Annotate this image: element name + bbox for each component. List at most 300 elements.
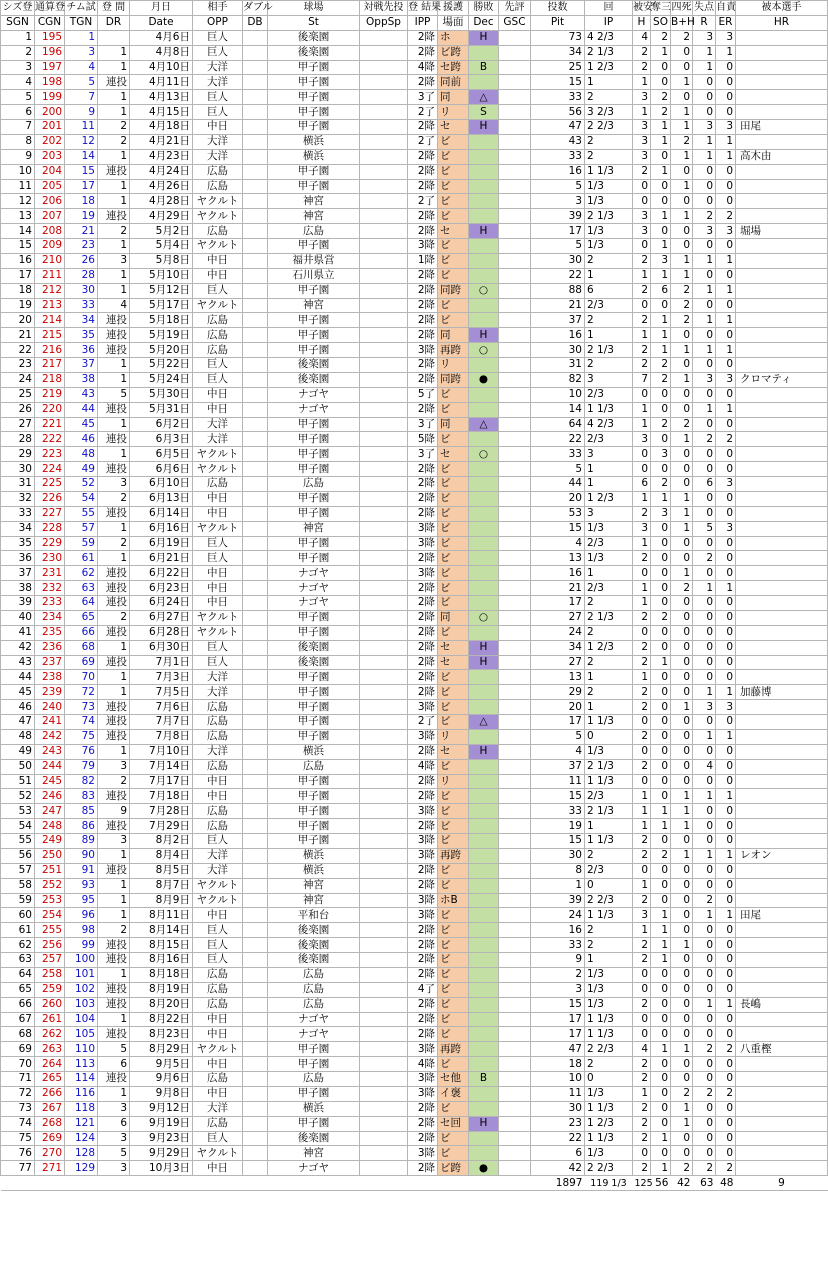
cell-ipp: 3降 <box>408 729 438 744</box>
cell-sgn: 44 <box>1 670 35 685</box>
cell-ipp: 3了 <box>408 417 438 432</box>
cell-opp-sp <box>360 447 408 462</box>
table-row <box>1 358 828 373</box>
cell-ipp: 2降 <box>408 462 438 477</box>
cell-walks: 0 <box>671 1012 693 1027</box>
cell-stadium: 甲子園 <box>268 283 360 298</box>
cell-situation: ビ <box>438 789 469 804</box>
cell-walks: 0 <box>671 685 693 700</box>
cell-pitches: 29 <box>531 685 585 700</box>
cell-walks: 0 <box>671 670 693 685</box>
cell-ipp: 3了 <box>408 447 438 462</box>
cell-sgn: 75 <box>1 1131 35 1146</box>
table-row <box>1 685 828 700</box>
cell-situation: ビ <box>438 1146 469 1161</box>
cell-stadium: 横浜 <box>268 744 360 759</box>
header-en-runs: R <box>693 15 716 30</box>
cell-opp-sp <box>360 224 408 239</box>
cell-opp-sp <box>360 893 408 908</box>
cell-sgn: 19 <box>1 298 35 313</box>
cell-decision <box>469 625 499 640</box>
cell-dr: 連投 <box>98 75 130 90</box>
cell-tgn: 34 <box>65 313 98 328</box>
cell-opp: 広島 <box>193 982 243 997</box>
cell-hits: 2 <box>633 953 651 968</box>
cell-strikeouts: 1 <box>651 1042 671 1057</box>
cell-opp: 巨人 <box>193 30 243 45</box>
cell-date: 8月16日 <box>130 953 193 968</box>
cell-cgn: 216 <box>35 343 65 358</box>
cell-opp: 巨人 <box>193 45 243 60</box>
cell-stadium: 後楽園 <box>268 923 360 938</box>
cell-cgn: 247 <box>35 804 65 819</box>
cell-opp: 中日 <box>193 566 243 581</box>
total-stadium <box>268 1176 360 1191</box>
cell-tgn: 45 <box>65 417 98 432</box>
cell-opp: 大洋 <box>193 75 243 90</box>
cell-cgn: 235 <box>35 625 65 640</box>
table-row <box>1 298 828 313</box>
cell-situation: 同跨 <box>438 283 469 298</box>
cell-earned-runs: 0 <box>716 491 736 506</box>
cell-strikeouts: 0 <box>651 566 671 581</box>
cell-decision <box>469 953 499 968</box>
cell-stadium: 広島 <box>268 997 360 1012</box>
cell-dr: 連投 <box>98 938 130 953</box>
cell-stadium: 甲子園 <box>268 105 360 120</box>
cell-situation: セ回 <box>438 1116 469 1131</box>
cell-pitches: 37 <box>531 759 585 774</box>
cell-earned-runs: 2 <box>716 209 736 224</box>
cell-ipp: 2了 <box>408 105 438 120</box>
cell-opp-sp <box>360 729 408 744</box>
cell-db <box>243 432 268 447</box>
cell-decision <box>469 893 499 908</box>
cell-opp: ヤクルト <box>193 878 243 893</box>
cell-hits: 3 <box>633 224 651 239</box>
cell-opp-sp <box>360 789 408 804</box>
cell-tgn: 121 <box>65 1116 98 1131</box>
cell-pitches: 1 <box>531 878 585 893</box>
cell-opp-sp <box>360 402 408 417</box>
cell-tgn: 19 <box>65 209 98 224</box>
cell-cgn: 260 <box>35 997 65 1012</box>
cell-cgn: 265 <box>35 1072 65 1087</box>
cell-dr: 連投 <box>98 715 130 730</box>
cell-decision <box>469 387 499 402</box>
cell-dr: 1 <box>98 1012 130 1027</box>
cell-pitches: 6 <box>531 1146 585 1161</box>
cell-earned-runs: 0 <box>716 1101 736 1116</box>
cell-sgn: 6 <box>1 105 35 120</box>
cell-cgn: 241 <box>35 715 65 730</box>
cell-sgn: 8 <box>1 134 35 149</box>
cell-sgn: 50 <box>1 759 35 774</box>
cell-earned-runs: 0 <box>716 417 736 432</box>
cell-earned-runs: 0 <box>716 387 736 402</box>
table-row <box>1 283 828 298</box>
cell-opp-sp <box>360 298 408 313</box>
cell-opp: 中日 <box>193 387 243 402</box>
cell-sgn: 42 <box>1 640 35 655</box>
cell-hits: 1 <box>633 491 651 506</box>
cell-runs: 1 <box>693 313 716 328</box>
cell-sgn: 69 <box>1 1042 35 1057</box>
cell-situation: セ <box>438 640 469 655</box>
cell-innings: 1 <box>585 670 633 685</box>
table-row <box>1 387 828 402</box>
cell-strikeouts: 0 <box>651 581 671 596</box>
header-row-english <box>1 15 828 30</box>
cell-opp-sp <box>360 120 408 135</box>
cell-opp-sp <box>360 521 408 536</box>
cell-opp-sp <box>360 134 408 149</box>
header-en-decision: Dec <box>469 15 499 30</box>
cell-hits: 3 <box>633 209 651 224</box>
cell-opp-sp <box>360 1042 408 1057</box>
cell-date: 8月18日 <box>130 967 193 982</box>
cell-hr-batter <box>736 90 828 105</box>
cell-date: 5月4日 <box>130 239 193 254</box>
cell-ipp: 2降 <box>408 75 438 90</box>
table-row <box>1 819 828 834</box>
cell-opp: 大洋 <box>193 417 243 432</box>
cell-stadium: 広島 <box>268 759 360 774</box>
cell-decision: ● <box>469 1161 499 1176</box>
cell-dr: 2 <box>98 774 130 789</box>
cell-cgn: 195 <box>35 30 65 45</box>
cell-date: 5月2日 <box>130 224 193 239</box>
cell-date: 4月18日 <box>130 120 193 135</box>
cell-situation: ビ <box>438 685 469 700</box>
cell-db <box>243 625 268 640</box>
cell-situation: セ <box>438 224 469 239</box>
cell-hr-batter <box>736 551 828 566</box>
cell-hr-batter <box>736 804 828 819</box>
cell-tgn: 11 <box>65 120 98 135</box>
header-en-stadium: St <box>268 15 360 30</box>
cell-opp: 中日 <box>193 1161 243 1176</box>
cell-pitches: 10 <box>531 387 585 402</box>
cell-ipp: 3降 <box>408 834 438 849</box>
cell-runs: 0 <box>693 1131 716 1146</box>
cell-hr-batter <box>736 1116 828 1131</box>
cell-opp-sp <box>360 1057 408 1072</box>
cell-decision <box>469 596 499 611</box>
cell-situation: リ <box>438 358 469 373</box>
cell-date: 9月5日 <box>130 1057 193 1072</box>
cell-cgn: 197 <box>35 60 65 75</box>
cell-strikeouts: 0 <box>651 744 671 759</box>
cell-gsc <box>499 1012 531 1027</box>
cell-tgn: 4 <box>65 60 98 75</box>
cell-decision <box>469 477 499 492</box>
cell-strikeouts: 3 <box>651 253 671 268</box>
cell-decision: H <box>469 328 499 343</box>
cell-innings: 2/3 <box>585 789 633 804</box>
cell-situation: ビ <box>438 239 469 254</box>
cell-opp: 広島 <box>193 700 243 715</box>
cell-tgn: 74 <box>65 715 98 730</box>
cell-opp: 巨人 <box>193 283 243 298</box>
cell-runs: 1 <box>693 908 716 923</box>
cell-opp: 大洋 <box>193 1101 243 1116</box>
cell-hr-batter <box>736 700 828 715</box>
cell-sgn: 12 <box>1 194 35 209</box>
cell-stadium: 横浜 <box>268 1101 360 1116</box>
cell-gsc <box>499 982 531 997</box>
cell-sgn: 53 <box>1 804 35 819</box>
cell-hr-batter <box>736 744 828 759</box>
cell-sgn: 36 <box>1 551 35 566</box>
header-en-hits: H <box>633 15 651 30</box>
cell-gsc <box>499 298 531 313</box>
cell-walks: 0 <box>671 224 693 239</box>
cell-gsc <box>499 239 531 254</box>
cell-stadium: 甲子園 <box>268 90 360 105</box>
cell-sgn: 66 <box>1 997 35 1012</box>
cell-innings: 2 <box>585 134 633 149</box>
cell-situation: ビ <box>438 402 469 417</box>
cell-runs: 1 <box>693 685 716 700</box>
cell-earned-runs: 1 <box>716 997 736 1012</box>
cell-ipp: 2降 <box>408 402 438 417</box>
cell-ipp: 4降 <box>408 60 438 75</box>
cell-gsc <box>499 834 531 849</box>
cell-pitches: 2 <box>531 967 585 982</box>
cell-date: 6月6日 <box>130 462 193 477</box>
cell-decision <box>469 566 499 581</box>
table-row <box>1 75 828 90</box>
cell-walks: 1 <box>671 179 693 194</box>
cell-opp: ヤクルト <box>193 462 243 477</box>
cell-walks: 1 <box>671 75 693 90</box>
cell-earned-runs: 0 <box>716 1012 736 1027</box>
cell-cgn: 255 <box>35 923 65 938</box>
cell-runs: 0 <box>693 164 716 179</box>
cell-strikeouts: 0 <box>651 893 671 908</box>
cell-stadium: 神宮 <box>268 521 360 536</box>
cell-opp-sp <box>360 655 408 670</box>
cell-strikeouts: 0 <box>651 596 671 611</box>
cell-db <box>243 655 268 670</box>
cell-runs: 0 <box>693 625 716 640</box>
table-row <box>1 1072 828 1087</box>
cell-situation: ビ <box>438 462 469 477</box>
cell-situation: ビ <box>438 878 469 893</box>
cell-gsc <box>499 938 531 953</box>
cell-hr-batter <box>736 417 828 432</box>
cell-db <box>243 224 268 239</box>
cell-gsc <box>499 878 531 893</box>
cell-innings: 1/3 <box>585 1146 633 1161</box>
cell-db <box>243 908 268 923</box>
cell-hits: 0 <box>633 462 651 477</box>
cell-strikeouts: 2 <box>651 848 671 863</box>
cell-walks: 1 <box>671 105 693 120</box>
cell-opp-sp <box>360 149 408 164</box>
cell-strikeouts: 1 <box>651 1131 671 1146</box>
cell-db <box>243 120 268 135</box>
cell-earned-runs: 0 <box>716 893 736 908</box>
cell-pitches: 3 <box>531 194 585 209</box>
cell-db <box>243 1042 268 1057</box>
cell-decision <box>469 253 499 268</box>
cell-situation: ビ <box>438 268 469 283</box>
cell-dr: 連投 <box>98 343 130 358</box>
header-jp-cgn: 通算登 <box>35 2 65 14</box>
cell-tgn: 7 <box>65 90 98 105</box>
cell-dr: 2 <box>98 224 130 239</box>
cell-dr: 1 <box>98 90 130 105</box>
cell-ipp: 5了 <box>408 387 438 402</box>
cell-situation: ビ <box>438 491 469 506</box>
cell-opp: ヤクルト <box>193 893 243 908</box>
cell-pitches: 5 <box>531 462 585 477</box>
cell-opp-sp <box>360 105 408 120</box>
cell-tgn: 102 <box>65 982 98 997</box>
cell-strikeouts: 1 <box>651 209 671 224</box>
header-jp-stadium: 球場 <box>268 1 360 16</box>
cell-gsc <box>499 566 531 581</box>
cell-tgn: 98 <box>65 923 98 938</box>
cell-situation: ビ <box>438 938 469 953</box>
cell-walks: 1 <box>671 1042 693 1057</box>
cell-dr: 1 <box>98 149 130 164</box>
cell-ipp: 2降 <box>408 358 438 373</box>
cell-hr-batter <box>736 432 828 447</box>
cell-ipp: 2降 <box>408 923 438 938</box>
cell-cgn: 202 <box>35 134 65 149</box>
cell-innings: 1 <box>585 819 633 834</box>
cell-db <box>243 402 268 417</box>
cell-stadium: 甲子園 <box>268 506 360 521</box>
cell-earned-runs: 3 <box>716 521 736 536</box>
cell-pitches: 43 <box>531 134 585 149</box>
cell-pitches: 88 <box>531 283 585 298</box>
cell-hr-batter <box>736 1146 828 1161</box>
cell-db <box>243 343 268 358</box>
cell-db <box>243 789 268 804</box>
cell-decision <box>469 863 499 878</box>
cell-gsc <box>499 462 531 477</box>
cell-strikeouts: 0 <box>651 789 671 804</box>
table-row <box>1 834 828 849</box>
cell-date: 5月20日 <box>130 343 193 358</box>
cell-decision <box>469 313 499 328</box>
cell-ipp: 2降 <box>408 685 438 700</box>
cell-cgn: 214 <box>35 313 65 328</box>
table-row <box>1 134 828 149</box>
cell-earned-runs: 0 <box>716 1116 736 1131</box>
cell-stadium: 甲子園 <box>268 313 360 328</box>
cell-walks: 0 <box>671 729 693 744</box>
cell-hr-batter: 田尾 <box>736 120 828 135</box>
cell-runs: 0 <box>693 1027 716 1042</box>
cell-db <box>243 105 268 120</box>
cell-opp: 中日 <box>193 268 243 283</box>
cell-walks: 2 <box>671 1161 693 1176</box>
cell-stadium: 横浜 <box>268 134 360 149</box>
cell-decision: △ <box>469 90 499 105</box>
cell-tgn: 17 <box>65 179 98 194</box>
cell-walks: 0 <box>671 328 693 343</box>
cell-situation: イ褒 <box>438 1086 469 1101</box>
cell-sgn: 5 <box>1 90 35 105</box>
cell-strikeouts: 0 <box>651 551 671 566</box>
cell-dr: 1 <box>98 372 130 387</box>
cell-date: 6月14日 <box>130 506 193 521</box>
cell-strikeouts: 0 <box>651 774 671 789</box>
cell-runs: 1 <box>693 848 716 863</box>
cell-sgn: 25 <box>1 387 35 402</box>
cell-innings: 1 <box>585 477 633 492</box>
cell-cgn: 236 <box>35 640 65 655</box>
cell-innings: 2 <box>585 313 633 328</box>
cell-db <box>243 1101 268 1116</box>
cell-earned-runs: 3 <box>716 120 736 135</box>
cell-hits: 2 <box>633 610 651 625</box>
cell-db <box>243 447 268 462</box>
cell-stadium: 甲子園 <box>268 417 360 432</box>
cell-earned-runs: 0 <box>716 164 736 179</box>
cell-db <box>243 729 268 744</box>
cell-sgn: 61 <box>1 923 35 938</box>
cell-ipp: 3了 <box>408 90 438 105</box>
cell-db <box>243 1057 268 1072</box>
cell-opp-sp <box>360 863 408 878</box>
cell-innings: 1/3 <box>585 982 633 997</box>
cell-pitches: 25 <box>531 60 585 75</box>
cell-hits: 1 <box>633 402 651 417</box>
cell-stadium: 神宮 <box>268 893 360 908</box>
cell-stadium: 後楽園 <box>268 372 360 387</box>
cell-decision <box>469 358 499 373</box>
cell-cgn: 266 <box>35 1086 65 1101</box>
cell-innings: 2 1/3 <box>585 804 633 819</box>
cell-date: 5月8日 <box>130 253 193 268</box>
cell-strikeouts: 0 <box>651 194 671 209</box>
cell-runs: 0 <box>693 194 716 209</box>
cell-situation: ホ <box>438 30 469 45</box>
cell-opp-sp <box>360 1116 408 1131</box>
cell-ipp: 2降 <box>408 268 438 283</box>
table-row <box>1 774 828 789</box>
cell-strikeouts: 3 <box>651 506 671 521</box>
cell-opp-sp <box>360 610 408 625</box>
cell-ipp: 2降 <box>408 1161 438 1176</box>
cell-db <box>243 610 268 625</box>
cell-walks: 0 <box>671 551 693 566</box>
cell-runs: 0 <box>693 387 716 402</box>
cell-opp-sp <box>360 194 408 209</box>
cell-innings: 2 <box>585 938 633 953</box>
cell-hits: 0 <box>633 566 651 581</box>
cell-opp: 巨人 <box>193 655 243 670</box>
cell-tgn: 52 <box>65 477 98 492</box>
cell-hr-batter <box>736 893 828 908</box>
cell-decision <box>469 685 499 700</box>
cell-hits: 1 <box>633 804 651 819</box>
cell-date: 7月1日 <box>130 655 193 670</box>
cell-stadium: 後楽園 <box>268 655 360 670</box>
cell-db <box>243 209 268 224</box>
cell-gsc <box>499 789 531 804</box>
cell-strikeouts: 0 <box>651 1146 671 1161</box>
cell-db <box>243 1027 268 1042</box>
cell-ipp: 2降 <box>408 997 438 1012</box>
cell-pitches: 16 <box>531 566 585 581</box>
